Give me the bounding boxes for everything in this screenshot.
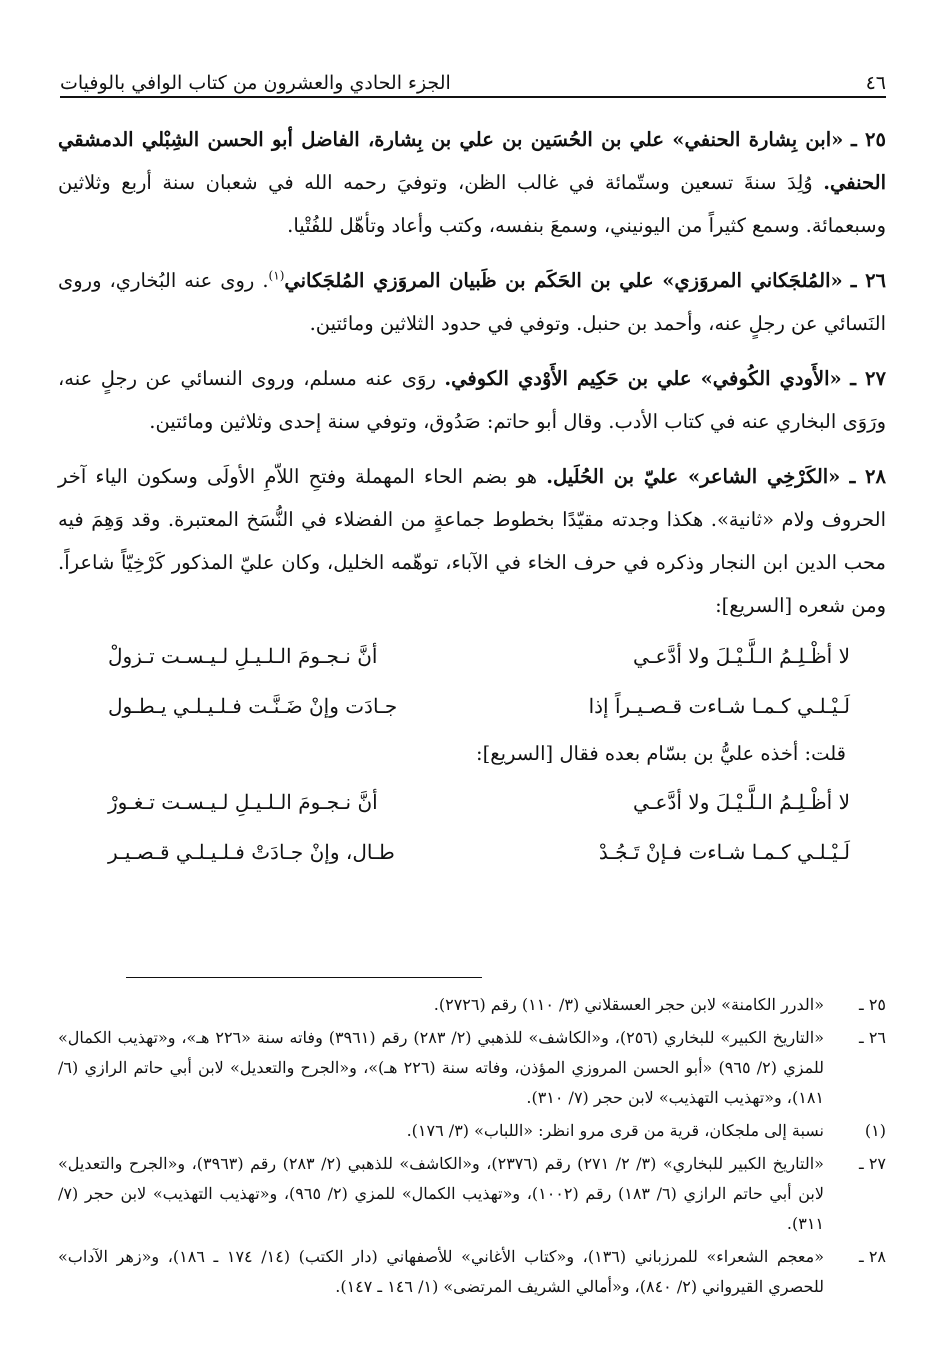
footnote — [58, 1242, 886, 1302]
poem-2 — [58, 777, 886, 877]
main-text — [58, 118, 886, 877]
entry-number: ٢٨ ـ — [849, 465, 886, 488]
footnote-text: «معجم الشعراء» للمرزباني (١٣٦)، و«كتاب الأغاني» للأصفهاني (دار الكتب) (١٤/ ١٧٤ ـ ١٨٦)، و«زهر الآداب» للحصري القيرواني (٢/ ٨٤٠)، و«أمالي الشريف المرتضى» (١/ ١٤٦ ـ ١٤٧). — [58, 1247, 825, 1296]
entry-name: «المُلجَكاني المروَزي» علي بن الحَكَم بن ظَبيان المروَزي المُلجَكاني — [284, 269, 843, 292]
verse-line — [58, 777, 886, 827]
footnotes — [58, 990, 886, 1305]
page-number: ٤٦ — [865, 72, 886, 94]
footnote-number: (١) — [864, 1121, 886, 1140]
footnote-number: ٢٥ ـ — [859, 995, 886, 1014]
entry-name: «الأَودي الكُوفي» علي بن حَكِيم الأَوْدي الكوفي. — [444, 367, 842, 390]
verse-first-hemistich: لَـيْـلـي كـمـا شـاءت فـإنْ تَـجُـدْ — [598, 840, 850, 864]
entry-number: ٢٦ ـ — [850, 269, 887, 292]
footnote — [58, 990, 886, 1020]
footnote — [58, 1149, 886, 1239]
entry-text: وُلِدَ سنةَ تسعين وستّمائة في غالب الظن، وتوفيَ رحمه الله في شعبان سنة أربع وثلاثين وسبعمائة. وسمع كثيراً من اليونيني، وسمعَ بنفسه، وكتب وأعاد وتأهّل للفُتْيا. — [58, 171, 886, 237]
entry-text: هو بضم الحاء المهملة وفتحِ اللاّمِ الأولَى وسكون الياء آخر الحروف ولام «ثانية». هكذا وجدته مقيّدًا بخطوط جماعةٍ من الفضلاء في النُّسَخ المعتبرة. وقد وَهِمَ فيه محب الدين ابن النجار وذكره في حرف الخاء في الآباء، توهّمه الخليل، وكان عليّ المذكور كَرْخِيّاً شاعراً. ومن شعره [السريع]: — [58, 465, 886, 617]
entry-number: ٢٧ ـ — [850, 367, 886, 390]
footnote-number: ٢٧ ـ — [859, 1154, 886, 1173]
entry-number: ٢٥ ـ — [851, 128, 886, 151]
verse-line — [58, 827, 886, 877]
footnote-text: «التاريخ الكبير للبخاري» (٣/ ٢/ ٢٧١) رقم (٢٣٧٦)، و«الكاشف» للذهبي (٢/ ٢٨٣) رقم (٣٩٦٣)، و«الجرح والتعديل» لابن أبي حاتم الرازي (٦/ ١٨٣) رقم (١٠٠٢)، و«تهذيب الكمال» للمزي (٢/ ٩٦٥)، و«تهذيب التهذيب» لابن حجر (٧/ ٣١١). — [58, 1154, 824, 1233]
entry-name: «ابن بِشارة الحنفي» علي بن الحُسَين بن علي بن بِشارة، الفاضل أبو الحسن الشِبْلي الدمشقي الحنفي. — [58, 128, 886, 194]
footnote-text: نسبة إلى ملجكان، قرية من قرى مرو انظر: «اللباب» (٣/ ١٧٦). — [406, 1121, 824, 1140]
footnote-rule — [126, 977, 482, 978]
footnote-marker: (١) — [268, 268, 285, 283]
footnote — [58, 1023, 886, 1113]
footnote-number: ٢٦ ـ — [859, 1028, 886, 1047]
verse-second-hemistich: طـال، وإنْ جـادَتْ فـلـيـلـي قـصـيـر — [108, 840, 395, 864]
footnote-text: «التاريخ الكبير» للبخاري (٢٥٦)، و«الكاشف» للذهبي (٢/ ٢٨٣) رقم (٣٩٦١) وفاته سنة «٢٢٦ هـ»، و«تهذيب الكمال» للمزي (٢/ ٩٦٥) «أبو الحسن المروزي المؤذن، وفاته سنة (٢٢٦ هـ)»، و«الجرح والتعديل» لابن أبي حاتم الرازي (٦/ ١٨١)، و«تهذيب التهذيب» لابن حجر (٧/ ٣١٠). — [58, 1028, 825, 1107]
verse-second-hemistich: أنَّ نـجـومَ الـلـيـلِ لـيـسـت تـغـورْ — [108, 790, 378, 814]
verse-line — [58, 681, 886, 731]
entry-27 — [58, 357, 886, 443]
entry-name: «الكَرْخِي الشاعر» عليّ بن الحُلَيل. — [546, 465, 841, 488]
footnote-number: ٢٨ ـ — [859, 1247, 886, 1266]
verse-line — [58, 631, 886, 681]
entry-26 — [58, 259, 886, 345]
footnote-text: «الدرر الكامنة» لابن حجر العسقلاني (٣/ ١١٠) رقم (٢٧٢٦). — [433, 995, 824, 1014]
running-title: الجزء الحادي والعشرون من كتاب الوافي بالوفيات — [60, 72, 451, 94]
footnote — [58, 1116, 886, 1146]
poem-1 — [58, 631, 886, 731]
verse-second-hemistich: جـادَت وإنْ ضَـنَّـت فـلـيـلـي يـطـول — [108, 694, 398, 718]
verse-first-hemistich: لا أظْـلِـمُ الـلَّـيْـلَ ولا أدَّعـي — [633, 790, 850, 814]
running-head — [60, 58, 886, 94]
verse-first-hemistich: لَـيْـلـي كـمـا شـاءت قـصـيـراً إذا — [588, 694, 850, 718]
entry-text: . روى عنه البُخاري، وروى النَسائي عن رجلٍ عنه، وأحمد بن حنبل. وتوفي في حدود الثلاثين ومائتين. — [58, 269, 886, 335]
verse-first-hemistich: لا أظْـلِـمُ الـلَّـيْـلَ ولا أدَّعـي — [633, 644, 850, 668]
verse-second-hemistich: أنَّ نـجـومَ الـلـيـلِ لـيـسـت تـزولْ — [108, 644, 378, 668]
entry-25 — [58, 118, 886, 247]
header-rule — [60, 96, 886, 98]
entry-text: روَى عنه مسلم، وروى النسائي عن رجلٍ عنه، ورَوَى البخاري عنه في كتاب الأدب. وقال أبو حاتم: صَدُوق، وتوفي سنة إحدى وثلاثين ومائتين. — [58, 367, 886, 433]
entry-28 — [58, 455, 886, 627]
qult-line: قلت: أخذه عليُّ بن بسّام بعده فقال [السريع]: — [476, 742, 846, 765]
